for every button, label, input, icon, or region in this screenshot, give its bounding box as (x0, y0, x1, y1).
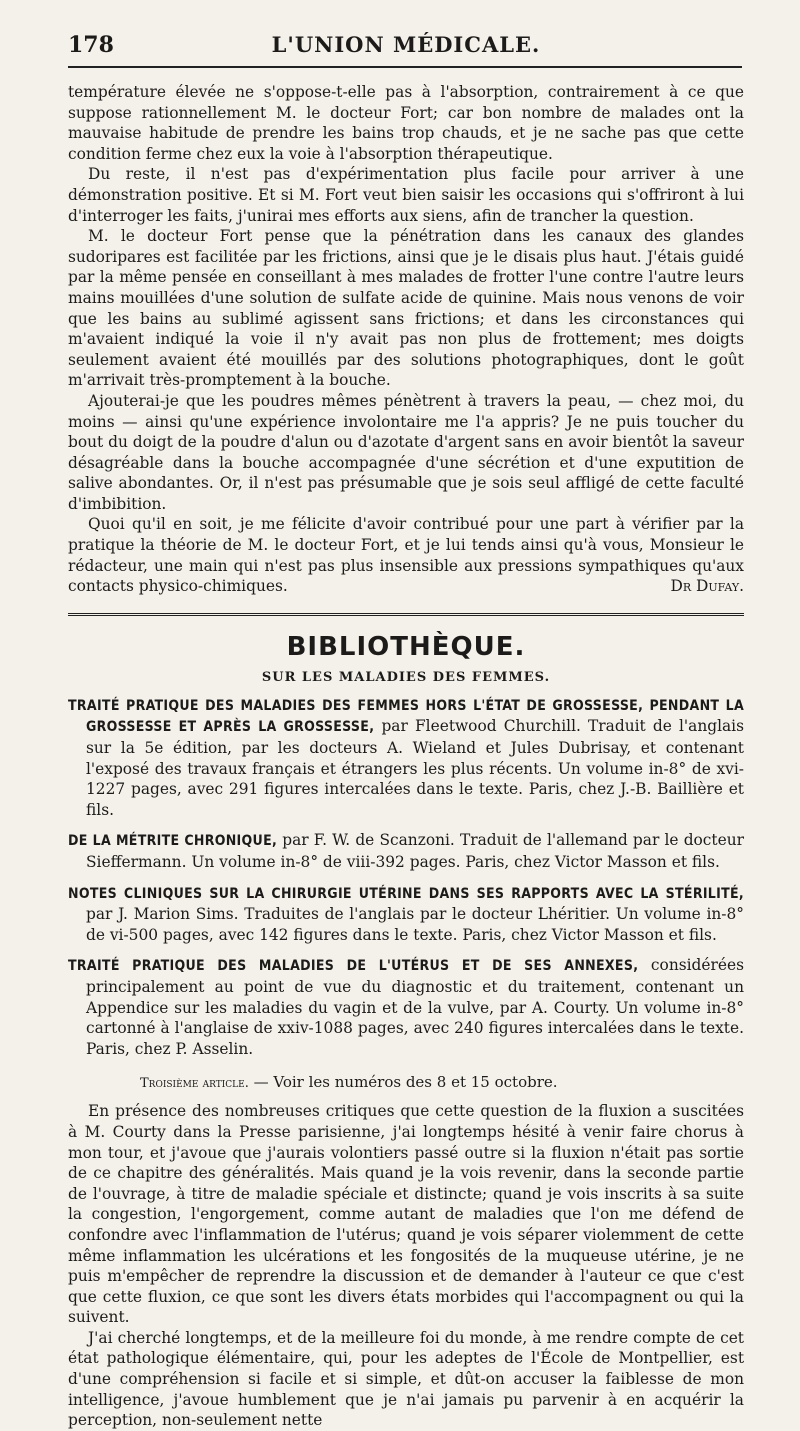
paragraph: Du reste, il n'est pas d'expérimentation plus facile pour arriver à une démonstration positive. Et si M. Fort veut bien saisir les occasions qui s'offriront à lui d'interroger les faits, j'unirai mes efforts aux siens, afin de trancher la question. (68, 165, 744, 225)
signature: Dr Dufay. (670, 577, 744, 596)
book-title: DE LA MÉTRITE CHRONIQUE, (68, 833, 278, 850)
book-title: TRAITÉ PRATIQUE DES MALADIES DE L'UTÉRUS ET DE SES ANNEXES, (68, 958, 639, 975)
book-details: par Fleetwood Churchill. Traduit de l'anglais sur la 5e édition, par les docteurs A. Wieland et Jules Dubrisay, et contenant l'exposé des travaux français et étrangers les plus récents. Un volume in-8° de xvi-1227 pages, avec 291 figures intercalées dans le texte. Paris, chez J.-B. Baillière et fils. (86, 717, 745, 819)
book-title: TRAITÉ PRATIQUE DES MALADIES DES FEMMES HORS L'ÉTAT DE GROSSESSE, PENDANT LA GROSSESSE ET APRÈS LA GROSSESSE, (68, 697, 744, 736)
book-title: NOTES CLINIQUES SUR LA CHIRURGIE UTÉRINE DANS SES RAPPORTS AVEC LA STÉRILITÉ, (68, 885, 744, 902)
bibliography-entry (68, 883, 744, 946)
page-body (68, 82, 744, 1431)
book-details: par J. Marion Sims. Traduites de l'anglais par le docteur Lhéritier. Un volume in-8° de vi-500 pages, avec 142 figures dans le texte. Paris, chez Victor Masson et fils. (86, 905, 744, 944)
paragraph-text: Quoi qu'il en soit, je me félicite d'avoir contribué pour une part à vérifier par la pratique la théorie de M. le docteur Fort, et je lui tends ainsi qu'à vous, Monsieur le rédacteur, une main qui n'est pas plus insensible aux pressions sympathiques qu'aux contacts physico-chimiques. (68, 515, 744, 596)
paragraph (68, 514, 744, 596)
bibliography-entry (68, 955, 744, 1059)
section-title: BIBLIOTHÈQUE. (286, 631, 526, 662)
paragraph: J'ai cherché longtemps, et de la meilleure foi du monde, à me rendre compte de cet état pathologique élémentaire, qui, pour les adeptes de l'École de Montpellier, est d'une compréhension si facile et si simple, et dût-on accuser la faiblesse de mon intelligence, j'avoue humblement que je n'ai jamais pu parvenir à en acquérir la perception, non-seulement nette (68, 1328, 744, 1430)
book-details: par F. W. de Scanzoni. Traduit de l'allemand par le docteur Sieffermann. Un volume in-8° de viii-392 pages. Paris, chez Victor Masson et fils. (86, 831, 744, 871)
page-number: 178 (68, 32, 114, 58)
paragraph: M. le docteur Fort pense que la pénétration dans les canaux des glandes sudoripares est facilitée par les frictions, ainsi que je le disais plus haut. J'étais guidé par la même pensée en conseillant à mes malades de frotter l'une contre l'autre leurs mains mouillées d'une solution de sulfate acide de quinine. Mais nous venons de voir que les bains au sublimé agissent sans frictions; et dans les circonstances qui m'avaient indiqué la voie il n'y avait pas non plus de frottement; mes doigts seulement avaient été mouillés par des solutions photographiques, dont le goût m'arrivait très-promptement à la bouche. (68, 227, 744, 390)
paragraph: Ajouterai-je que les poudres mêmes pénètrent à travers la peau, — chez moi, du moins — ainsi qu'une expérience involontaire me l'a appris? Je ne puis toucher du bout du doigt de la poudre d'alun ou d'azotate d'argent sans en avoir bientôt la saveur désagréable dans la bouche accompagnée d'une sécrétion et d'une exputition de salive abondantes. Or, il n'est pas présumable que je sois seul affligé de cette faculté d'imbibition. (68, 391, 744, 513)
bibliography-entry (68, 830, 744, 872)
section-divider (68, 613, 744, 618)
running-head: L'UNION MÉDICALE. (271, 32, 541, 57)
page-header (68, 28, 744, 68)
article-label: Troisième article. (140, 1076, 249, 1092)
header-rule (68, 66, 742, 68)
paragraph: En présence des nombreuses critiques que cette question de la fluxion a suscitées à M. Courty dans la Presse parisienne, j'ai longtemps hésité à venir faire chorus à mon tour, et j'avoue que j'aurais volontiers passé outre si la fluxion n'était pas sortie de ce chapitre des généralités. Mais quand je la vois revenir, dans la seconde partie de l'ouvrage, à titre de maladie spéciale et distincte; quand je vois inscrits à sa suite la congestion, l'engorgement, comme autant de maladies que l'on me défend de confondre avec l'inflammation de l'utérus; quand je vois séparer violemment de cette même inflammation les ulcérations et les fongosités de la muqueuse utérine, je ne puis m'empêcher de reprendre la discussion et de demander à l'auteur ce que c'est que cette fluxion, ce que sont les divers états morbides qui l'accompagnent ou qui la suivent. (68, 1102, 744, 1327)
article-note (68, 1073, 744, 1091)
bibliography-entry (68, 695, 744, 821)
article-ref: — Voir les numéros des 8 et 15 octobre. (248, 1073, 558, 1092)
book-details: considérées principalement au point de vue du diagnostic et du traitement, contenant un Appendice sur les maladies du vagin et de la vulve, par A. Courty. Un volume in-8° cartonné à l'anglaise de xxiv-1088 pages, avec 240 figures intercalées dans le texte. Paris, chez P. Asselin. (86, 956, 744, 1058)
subsection-title: SUR LES MALADIES DES FEMMES. (261, 669, 551, 685)
paragraph: température élevée ne s'oppose-t-elle pas à l'absorption, contrairement à ce que suppose rationnellement M. le docteur Fort; car bon nombre de malades ont la mauvaise habitude de prendre les bains trop chauds, et je ne sache pas que cette condition ferme chez eux la voie à l'absorption thérapeutique. (68, 83, 744, 163)
